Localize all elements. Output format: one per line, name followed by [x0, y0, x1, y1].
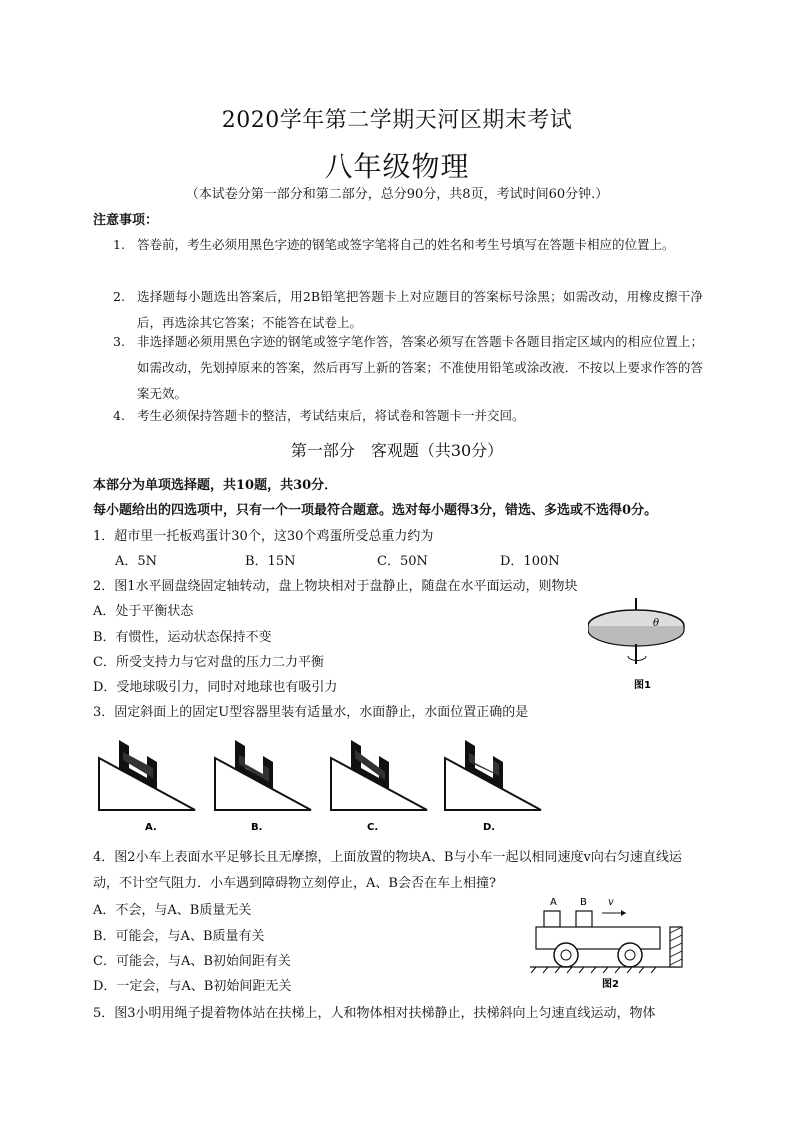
part1-title: 第一部分 客观题（共30分）	[290, 441, 504, 460]
notes-heading: 注意事项：	[93, 213, 159, 228]
exam-title: 2020学年第二学期天河区期末考试	[221, 108, 573, 133]
q3-label-c: C.	[367, 822, 379, 833]
q3-label-d: D.	[483, 822, 496, 833]
q2-option-b: B．有惯性，运动状态保持不变	[93, 630, 272, 645]
q4-option-b: B．可能会，与A、B质量有关	[93, 929, 265, 944]
note-number: 4.	[113, 408, 125, 423]
q4-option-c: C．可能会，与A、B初始间距有关	[93, 954, 291, 969]
note-number: 2.	[113, 289, 125, 304]
exam-subtitle: （本试卷分第一部分和第二部分，总分90分，共8页，考试时间60分钟.）	[185, 187, 609, 202]
note-text: 考生必须保持答题卡的整洁，考试结束后，将试卷和答题卡一并交回。	[137, 408, 525, 423]
q5-stem: 5．图3小明用绳子提着物体站在扶梯上，人和物体相对扶梯静止，扶梯斜向上匀速直线运动，物体	[93, 1006, 656, 1021]
velocity-label: v	[608, 897, 614, 908]
q3-label-b: B.	[251, 822, 263, 833]
note-text: 非选择题必须用黑色字迹的钢笔或签字笔作答，答案必须写在答题卡各题目指定区域内的相应位置上；如需改动，先划掉原来的答案，然后再写上新的答案；不准使用铅笔或涂改液．不按以上要求作答的答案无效。	[137, 334, 703, 401]
q4-stem: 4．图2小车上表面水平足够长且无摩擦，上面放置的物块A、B与小车一起以相同速度v向右匀速直线运动，不计空气阻力．小车遇到障碍物立刻停止，A、B会否在车上相撞?	[93, 850, 682, 891]
q2-option-a: A．处于平衡状态	[93, 604, 194, 619]
disc-edge	[588, 626, 684, 646]
block-a	[544, 911, 560, 927]
q2-option-d: D．受地球吸引力，同时对地球也有吸引力	[93, 680, 338, 695]
q3-label-a: A.	[145, 822, 157, 833]
block-a-label: A	[550, 897, 557, 908]
ground-hatching	[531, 967, 656, 973]
note-item	[113, 329, 703, 407]
note-number: 3.	[113, 334, 125, 349]
q3-option-d-figure	[445, 740, 541, 833]
obstacle-wall	[670, 927, 682, 967]
part1-scoring: 每小题给出的四选项中，只有一个一项最符合题意。选对每小题得3分，错选、多选或不选得0分。	[93, 503, 658, 518]
exam-subject: 八年级物理	[324, 150, 470, 183]
q1-option-b: B．15N	[245, 554, 296, 569]
figure-2-label: 图2	[602, 979, 619, 990]
figure-q3-options	[95, 738, 565, 838]
figure-1-label: 图1	[634, 680, 651, 691]
part1-intro: 本部分为单项选择题，共10题，共30分．	[93, 478, 338, 493]
q3-stem: 3．固定斜面上的固定U型容器里装有适量水，水面静止，水面位置正确的是	[93, 705, 529, 720]
note-item	[113, 403, 703, 429]
q2-stem: 2．图1水平圆盘绕固定轴转动，盘上物块相对于盘静止，随盘在水平面运动，则物块	[93, 579, 578, 594]
note-text: 选择题每小题选出答案后，用2B铅笔把答题卡上对应题目的答案标号涂黑；如需改动，用橡皮擦干净后，再选涂其它答案；不能答在试卷上。	[137, 289, 703, 330]
block-b-label: B	[580, 897, 587, 908]
block-theta-label: θ	[653, 618, 660, 629]
q1-option-a: A．5N	[115, 554, 158, 569]
q4-option-a: A．不会，与A、B质量无关	[93, 903, 252, 918]
q1-stem: 1．超市里一托板鸡蛋计30个，这30个鸡蛋所受总重力约为	[93, 529, 434, 544]
block-b	[576, 911, 592, 927]
q1-option-c: C．50N	[377, 554, 428, 569]
q4-option-d: D．一定会，与A、B初始间距无关	[93, 979, 292, 994]
q3-option-c-figure	[331, 740, 427, 833]
q1-option-d: D．100N	[500, 554, 560, 569]
note-item	[113, 232, 703, 258]
cart-body	[536, 927, 660, 949]
figure-1-rotating-disc	[588, 596, 698, 696]
q2-option-c: C．所受支持力与它对盘的压力二力平衡	[93, 655, 324, 670]
figure-2-cart	[530, 893, 690, 993]
note-number: 1.	[113, 237, 125, 252]
q3-option-a-figure	[99, 740, 195, 833]
note-text: 答卷前，考生必须用黑色字迹的钢笔或签字笔将自己的姓名和考生号填写在答题卡相应的位置上。	[137, 237, 675, 252]
q3-option-b-figure	[215, 740, 311, 833]
